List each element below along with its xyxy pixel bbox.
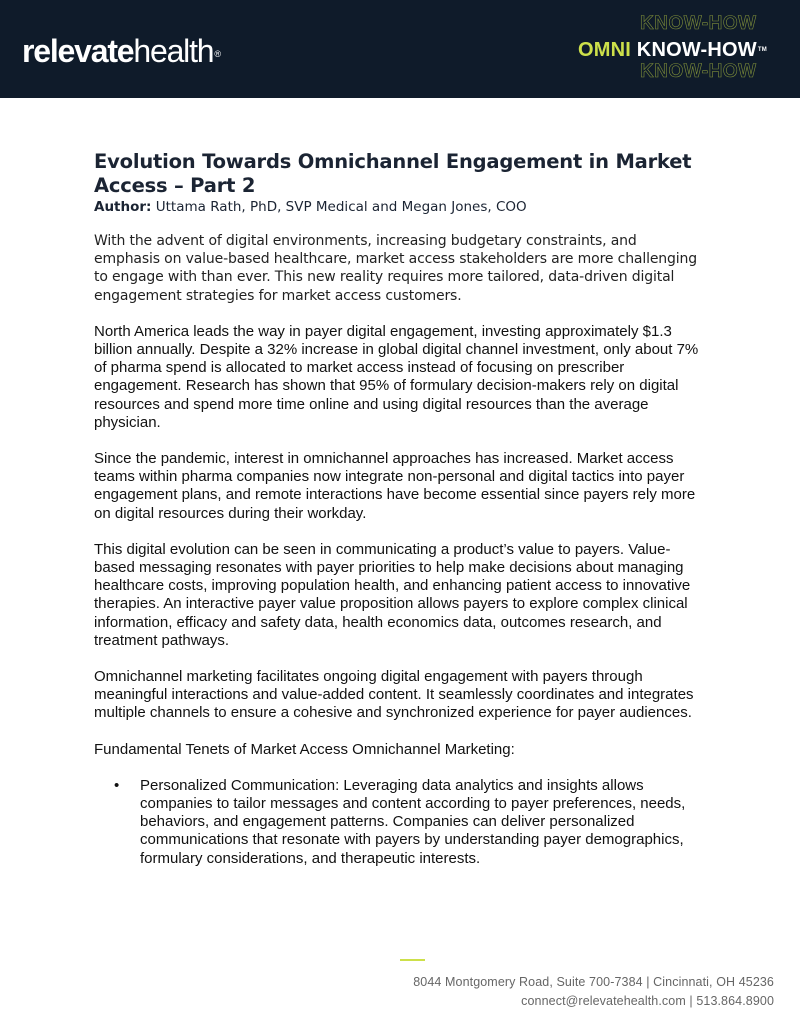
know-how-word: KNOW-HOW: [636, 39, 757, 61]
author-names: Uttama Rath, PhD, SVP Medical and Megan Jones, COO: [151, 199, 527, 215]
bullet-text: Personalized Communication: Leveraging data analytics and insights allows companies to tailor messages and content according to payer preferences, needs, behaviors, and engagement patterns. Companies can deliver personalized communications that resonate with payers by understanding payer demographics, formulary considerations, and therapeutic interests.: [140, 776, 686, 867]
omni-know-how-logo[interactable]: [578, 14, 778, 84]
relevate-health-logo[interactable]: [22, 33, 220, 69]
footer-address: 8044 Montgomery Road, Suite 700-7384 | Cincinnati, OH 45236: [413, 975, 774, 989]
trademark-mark: TM: [757, 47, 767, 53]
intro-paragraph: With the advent of digital environments, increasing budgetary constraints, and emphasis on value-based healthcare, market access stakeholders are more challenging to engage with than ever. This new reality requires more tailored, data-driven digital engagement strategies for market access customers.: [94, 233, 697, 304]
footer-contact[interactable]: connect@relevatehealth.com | 513.864.8900: [521, 994, 774, 1008]
omni-ghost-text-top: KNOW-HOW: [640, 13, 757, 34]
tenets-heading: Fundamental Tenets of Market Access Omnichannel Marketing:: [94, 740, 515, 758]
paragraph-value-messaging: This digital evolution can be seen in communicating a product’s value to payers. Value-based messaging resonates with payer priorities to help make decisions about managing healthcare costs, improving population health, and enhancing patient access to innovative therapies. An interactive payer value proposition allows payers to explore complex clinical information, efficacy and safety data, health economics data, outcomes research, and treatment pathways.: [94, 540, 691, 649]
article-title: Evolution Towards Omnichannel Engagement in Market Access – Part 2: [94, 150, 692, 197]
bullet-icon: •: [114, 776, 120, 794]
brand-name-light: health: [133, 33, 214, 69]
page-header: [0, 0, 800, 98]
omni-ghost-text-bottom: KNOW-HOW: [640, 61, 757, 82]
omni-know-how-wordmark: [578, 38, 767, 62]
author-label: Author:: [94, 199, 152, 215]
brand-name-strong: relevate: [22, 33, 134, 69]
omni-word: OMNI: [578, 39, 632, 61]
tenets-list: [94, 777, 706, 868]
paragraph-omnichannel: Omnichannel marketing facilitates ongoing digital engagement with payers through meaningful interactions and value-added content. It seamlessly coordinates and integrates multiple channels to ensure a cohesive and synchronized experience for payer audiences.: [94, 668, 694, 722]
registered-mark: ®: [214, 49, 220, 59]
list-item: [94, 777, 706, 868]
article-body: [94, 150, 706, 868]
paragraph-digital-investment: North America leads the way in payer digital engagement, investing approximately $1.3 billion annually. Despite a 32% increase in global digital channel investment, only about 7% of pharma spend is allocated to market access instead of focusing on prescriber engagement. Research has shown that 95% of formulary decision-makers rely on digital resources and spend more time online and using digital resources than the average physician.: [94, 322, 699, 431]
paragraph-pandemic: Since the pandemic, interest in omnichannel approaches has increased. Market access teams within pharma companies now integrate non-personal and digital tactics into payer engagement plans, and remote interactions have become essential since payers rely more on digital resources during their workday.: [94, 450, 696, 522]
author-line: [94, 198, 706, 217]
footer-accent-line: [400, 959, 425, 961]
